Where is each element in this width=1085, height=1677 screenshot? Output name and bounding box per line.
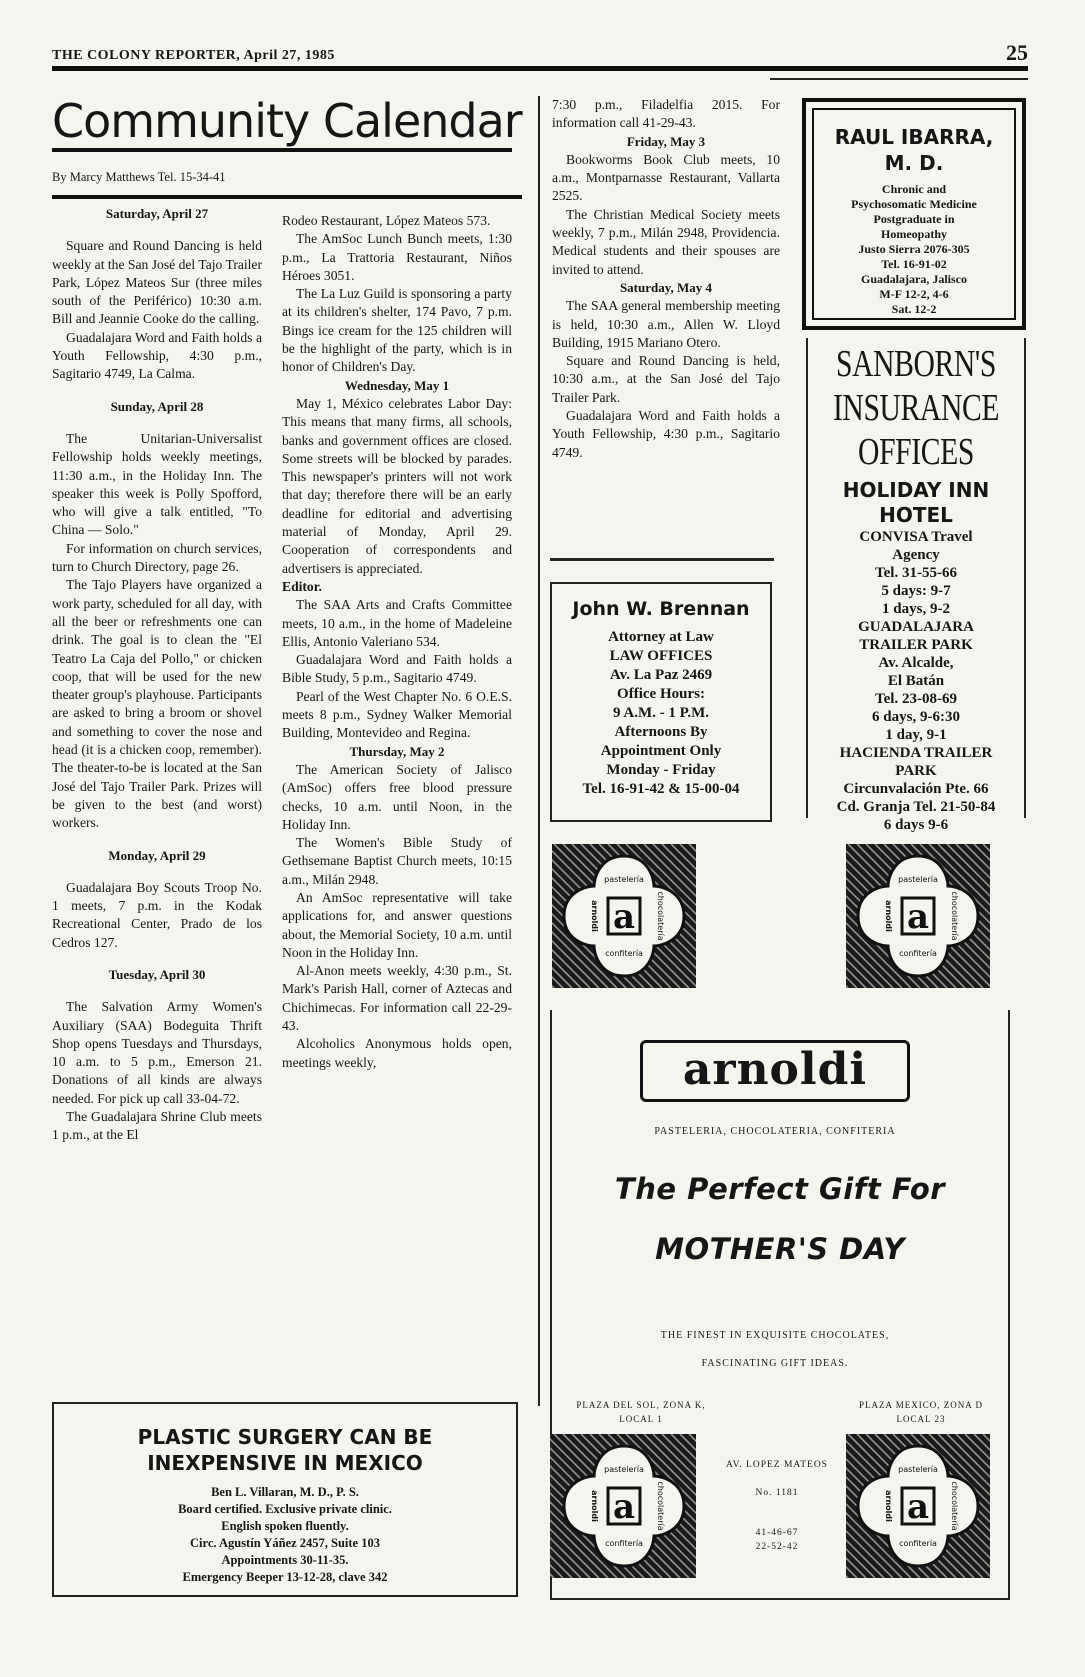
calendar-entry: The Salvation Army Women's Auxiliary (SAA) Bodeguita Thrift Shop opens Tuesdays and Thursdays, 10 a.m. to 5 p.m., Emerson 21. Donations of all kinds are always needed. For pick up call 33-04-72. — [52, 999, 262, 1106]
ad-sanborns-line: 1 day, 9-1 — [885, 727, 947, 743]
arnoldi-logo-bottom-right — [844, 1432, 992, 1580]
calendar-entry: An AmSoc representative will take applications for, and answer questions about, the Memorial Society, 10 a.m. until Noon in the Holiday Inn. — [282, 889, 512, 960]
ad-plastic-line: English spoken fluently. — [221, 1519, 349, 1533]
day-heading: Wednesday, May 1 — [344, 377, 450, 393]
calendar-title: Community Calendar — [52, 94, 522, 148]
calendar-entry: The Tajo Players have organized a work party, scheduled for all day, with all the beer or refreshments one can drink. The goal is to clean the "El Teatro La Caja del Pollo," or chicken coop, that will be used for the new theater group's playhouse. Participants are asked to bring a broom or shovel and something to cover the nose and head (it is a chicken coop, remember). The theater-to-be is located at the San José del Tajo Trailer Park. Prizes will be given to the best (and worst) workers. — [52, 577, 262, 831]
arnoldi-address-line-1: AV. LOPEZ MATEOS — [726, 1460, 828, 1470]
logo-text-left: arnoldi — [590, 1490, 599, 1522]
ad-sanborns-line: Agency — [892, 547, 940, 563]
calendar-entry: The AmSoc Lunch Bunch meets, 1:30 p.m., La Trattoria Restaurant, Niños Héroes 3051. — [282, 231, 512, 283]
ad-sanborns-heading-2: INSURANCE — [832, 387, 1000, 429]
day-heading: Monday, April 29 — [108, 847, 206, 863]
arnoldi-wordmark: arnoldi — [640, 1040, 910, 1102]
day-heading: Saturday, April 27 — [105, 206, 209, 221]
logo-letter: a — [906, 1487, 930, 1527]
ad-plastic-line: Emergency Beeper 13-12-28, clave 342 — [182, 1570, 388, 1584]
ad-sanborns-line: 1 days, 9-2 — [882, 601, 950, 617]
calendar-column-1 — [52, 205, 262, 1145]
calendar-entry: Pearl of the West Chapter No. 6 O.E.S. meets 8 p.m., Sydney Walker Memorial Building, Montevideo and Regina. — [282, 688, 512, 741]
ad-sanborns-line: Av. Alcalde, — [878, 655, 954, 671]
header-rule — [52, 66, 1028, 71]
ad-raul-line: Chronic and — [881, 182, 947, 196]
ad-sanborns-line: HACIENDA TRAILER — [839, 745, 993, 761]
calendar-entry: The American Society of Jalisco (AmSoc) offers free blood pressure checks, 10 a.m. until Noon, in the Holiday Inn. — [282, 761, 512, 832]
page-number: 25 — [1006, 40, 1028, 65]
top-right-rule — [770, 78, 1028, 80]
logo-text-right: chocolatería — [950, 1481, 959, 1531]
byline-rule — [52, 195, 522, 199]
ad-sanborns-sub-1: HOLIDAY INN — [842, 478, 990, 502]
ad-john-line: LAW OFFICES — [609, 648, 713, 664]
ad-raul-line: Guadalajara, Jalisco — [860, 272, 967, 286]
calendar-entry: The Unitarian-Universalist Fellowship holds weekly meetings, 11:30 a.m., in the Holiday Inn. The speaker this week is Polly Spofford, who will give a talk entitled, "To China — Solo." — [52, 430, 262, 538]
calendar-entry: 7:30 p.m., Filadelfia 2015. For information call 41-29-43. — [552, 97, 780, 131]
calendar-entry: Rodeo Restaurant, López Mateos 573. — [282, 213, 491, 228]
calendar-entry: Guadalajara Word and Faith holds a Youth Fellowship, 4:30 p.m., Sagitario 4749. — [552, 408, 780, 460]
arnoldi-tagline: PASTELERIA, CHOCOLATERIA, CONFITERIA — [654, 1126, 896, 1137]
calendar-entry: The SAA general membership meeting is held, 10:30 a.m., Allen W. Lloyd Building, 1915 Mariano Otero. — [552, 298, 780, 350]
arnoldi-phone-1: 41-46-67 — [755, 1528, 799, 1538]
arnoldi-location-1-line-2: LOCAL 1 — [619, 1414, 663, 1424]
day-heading: Tuesday, April 30 — [108, 966, 206, 982]
ad-sanborns-line: CONVISA Travel — [859, 529, 973, 545]
ad-raul-name-1: RAUL IBARRA, — [834, 125, 994, 149]
arnoldi-location-2-line-1: PLAZA MEXICO, ZONA D — [858, 1400, 983, 1410]
ad-raul-line: Postgraduate in — [873, 212, 955, 226]
ad-john-line: 9 A.M. - 1 P.M. — [612, 705, 710, 721]
ad-raul-line: Psychosomatic Medicine — [851, 197, 977, 211]
calendar-entry: The La Luz Guild is sponsoring a party at its children's shelter, 174 Pavo, 7 p.m. Bings ice cream for the 125 children will be the highlight of the party, which is in honor of Children's Day. — [282, 286, 512, 375]
logo-text-left: arnoldi — [590, 900, 599, 932]
ad-john-brennan — [550, 582, 772, 822]
day-heading: Saturday, May 4 — [619, 279, 713, 295]
arnoldi-location-1-line-1: PLAZA DEL SOL, ZONA K, — [576, 1400, 706, 1410]
calendar-masthead — [52, 94, 522, 152]
calendar-column-2 — [282, 212, 512, 1072]
ad-john-line: Av. La Paz 2469 — [609, 667, 713, 683]
ad-plastic-line: Board certified. Exclusive private clinic. — [178, 1502, 392, 1516]
logo-text-top: pastelería — [898, 875, 938, 884]
calendar-entry: Al-Anon meets weekly, 4:30 p.m., St. Mark's Parish Hall, corner of Aztecas and Chichimecas. For information call 22-29-43. — [282, 963, 512, 1034]
logo-text-left: arnoldi — [884, 900, 893, 932]
logo-text-top: pastelería — [604, 1465, 644, 1474]
ad-john-name: John W. Brennan — [572, 598, 750, 620]
calendar-entry: Guadalajara Word and Faith holds a Bible Study, 5 p.m., Sagitario 4749. — [282, 652, 512, 686]
logo-text-left: arnoldi — [884, 1490, 893, 1522]
ad-john-line: Attorney at Law — [608, 629, 714, 645]
ad-plastic-line: Appointments 30-11-35. — [221, 1553, 349, 1567]
ad-plastic-line: Circ. Agustín Yáñez 2457, Suite 103 — [190, 1536, 380, 1550]
ad-raul-line: Tel. 16-91-02 — [881, 257, 947, 271]
logo-text-right: chocolatería — [656, 1481, 665, 1531]
calendar-entry: May 1, México celebrates Labor Day: This means that many firms, all schools, banks and government offices are closed. Some streets will be blocked by parades. This newspaper's printers will not work that day; therefore there will be an early deadline for editorial and advertising material of Monday, April 29. Cooperation of correspondents and advertisers is appreciated. — [282, 395, 512, 576]
arnoldi-logo-bottom-left — [550, 1432, 698, 1580]
logo-letter: a — [612, 897, 636, 937]
ad-plastic-heading-2: INEXPENSIVE IN MEXICO — [147, 1451, 423, 1475]
ad-raul-line: Justo Sierra 2076-305 — [858, 242, 970, 256]
ad-raul-line: M-F 12-2, 4-6 — [879, 287, 949, 301]
ad-raul-line: Homeopathy — [881, 227, 947, 241]
ad-sanborns-line: El Batán — [887, 673, 945, 689]
ad-raul-line: Sat. 12-2 — [891, 302, 937, 316]
logo-text-bottom: confitería — [899, 1539, 937, 1548]
arnoldi-logo-top-right — [844, 842, 992, 990]
ad-sanborns — [806, 338, 1026, 833]
ad-sanborns-sub-2: HOTEL — [879, 503, 953, 527]
ad-sanborns-line: PARK — [895, 763, 937, 779]
ad-sanborns-heading-3: OFFICES — [858, 431, 974, 473]
logo-text-bottom: confitería — [605, 949, 643, 958]
ad-john-line: Tel. 16-91-42 & 15-00-04 — [582, 781, 740, 797]
calendar-entry: Bookworms Book Club meets, 10 a.m., Montparnasse Restaurant, Vallarta 2525. — [552, 151, 780, 204]
calendar-entry: For information on church services, turn to Church Directory, page 26. — [52, 540, 262, 575]
calendar-entry: Alcoholics Anonymous holds open, meetings weekly, — [282, 1036, 512, 1070]
ad-sanborns-line: Cd. Granja Tel. 21-50-84 — [836, 799, 996, 815]
ad-sanborns-line: TRAILER PARK — [859, 637, 973, 653]
newspaper-title: THE COLONY REPORTER, April 27, 1985 — [52, 48, 335, 63]
day-heading: Thursday, May 2 — [349, 743, 445, 759]
day-heading: Sunday, April 28 — [110, 398, 204, 414]
logo-text-right: chocolatería — [656, 891, 665, 941]
arnoldi-promo-line-2: MOTHER'S DAY — [655, 1232, 905, 1266]
logo-text-bottom: confitería — [605, 1539, 643, 1548]
calendar-entry: Square and Round Dancing is held weekly at the San José del Tajo Trailer Park, López Mateos Sur (three miles south of the Periférico) 10:30 a.m. Bill and Jeannie Cooke do the calling. — [52, 238, 262, 327]
arnoldi-logo-top-left — [550, 842, 698, 990]
ad-sanborns-line: 5 days: 9-7 — [881, 583, 951, 599]
arnoldi-address-line-2: No. 1181 — [755, 1488, 799, 1498]
editor-signature: Editor. — [282, 578, 322, 594]
calendar-entry: Guadalajara Word and Faith holds a Youth Fellowship, 4:30 p.m., Sagitario 4749, La Calma. — [52, 329, 262, 382]
arnoldi-location-2-line-2: LOCAL 23 — [896, 1414, 946, 1424]
arnoldi-finest-line-1: THE FINEST IN EXQUISITE CHOCOLATES, — [660, 1330, 890, 1341]
logo-letter: a — [906, 897, 930, 937]
ad-sanborns-line: Circunvalación Pte. 66 — [843, 781, 989, 797]
ad-john-line: Afternoons By — [614, 724, 708, 740]
calendar-entry: The Christian Medical Society meets weekly, 7 p.m., Milán 2948, Providencia. Medical students and their spouses are invited to attend. — [552, 206, 780, 277]
ad-sanborns-line: 6 days, 9-6:30 — [872, 709, 960, 725]
ad-plastic-heading-1: PLASTIC SURGERY CAN BE — [137, 1425, 433, 1449]
logo-text-top: pastelería — [898, 1465, 938, 1474]
ad-plastic-line: Ben L. Villaran, M. D., P. S. — [211, 1485, 359, 1499]
arnoldi-promo-line-1: The Perfect Gift For — [614, 1172, 946, 1206]
ad-sanborns-line: Tel. 23-08-69 — [875, 691, 957, 707]
ad-john-line: Monday - Friday — [606, 762, 716, 778]
column-divider — [538, 96, 540, 1406]
calendar-column-3 — [552, 96, 780, 462]
calendar-entry: Square and Round Dancing is held, 10:30 a.m., at the San José del Tajo Trailer Park. — [552, 353, 780, 405]
ad-plastic-surgery — [52, 1402, 518, 1597]
calendar-entry: The SAA Arts and Crafts Committee meets, 10 a.m., in the home of Madeleine Ellis, Antonio Valeriano 534. — [282, 597, 512, 649]
ad-john-line: Office Hours: — [617, 686, 705, 702]
ad-john-line: Appointment Only — [600, 743, 722, 759]
byline: By Marcy Matthews Tel. 15-34-41 — [52, 170, 226, 184]
ad-raul-ibarra — [802, 98, 1026, 330]
arnoldi-finest-line-2: FASCINATING GIFT IDEAS. — [701, 1358, 849, 1369]
ad-sanborns-line: 6 days 9-6 — [883, 817, 949, 833]
masthead-underline — [52, 148, 512, 152]
calendar-entry: The Guadalajara Shrine Club meets 1 p.m., at the El — [52, 1109, 262, 1143]
arnoldi-phone-2: 22-52-42 — [755, 1542, 799, 1552]
logo-text-right: chocolatería — [950, 891, 959, 941]
ad-sanborns-line: Tel. 31-55-66 — [875, 565, 957, 581]
ad-sanborns-heading-1: SANBORN'S — [836, 343, 996, 385]
calendar-entry: Guadalajara Boy Scouts Troop No. 1 meets, 7 p.m. in the Kodak Recreational Center, Prado de los Cedros 127. — [52, 879, 262, 950]
day-heading: Friday, May 3 — [626, 133, 706, 149]
calendar-entry: The Women's Bible Study of Gethsemane Baptist Church meets, 10:15 a.m., Milán 2948. — [282, 835, 512, 887]
logo-text-top: pastelería — [604, 875, 644, 884]
page-header — [52, 40, 1028, 72]
logo-text-bottom: confitería — [899, 949, 937, 958]
ad-raul-name-2: M. D. — [884, 151, 944, 175]
column-end-rule — [550, 558, 774, 561]
logo-letter: a — [612, 1487, 636, 1527]
ad-sanborns-line: GUADALAJARA — [858, 619, 974, 635]
